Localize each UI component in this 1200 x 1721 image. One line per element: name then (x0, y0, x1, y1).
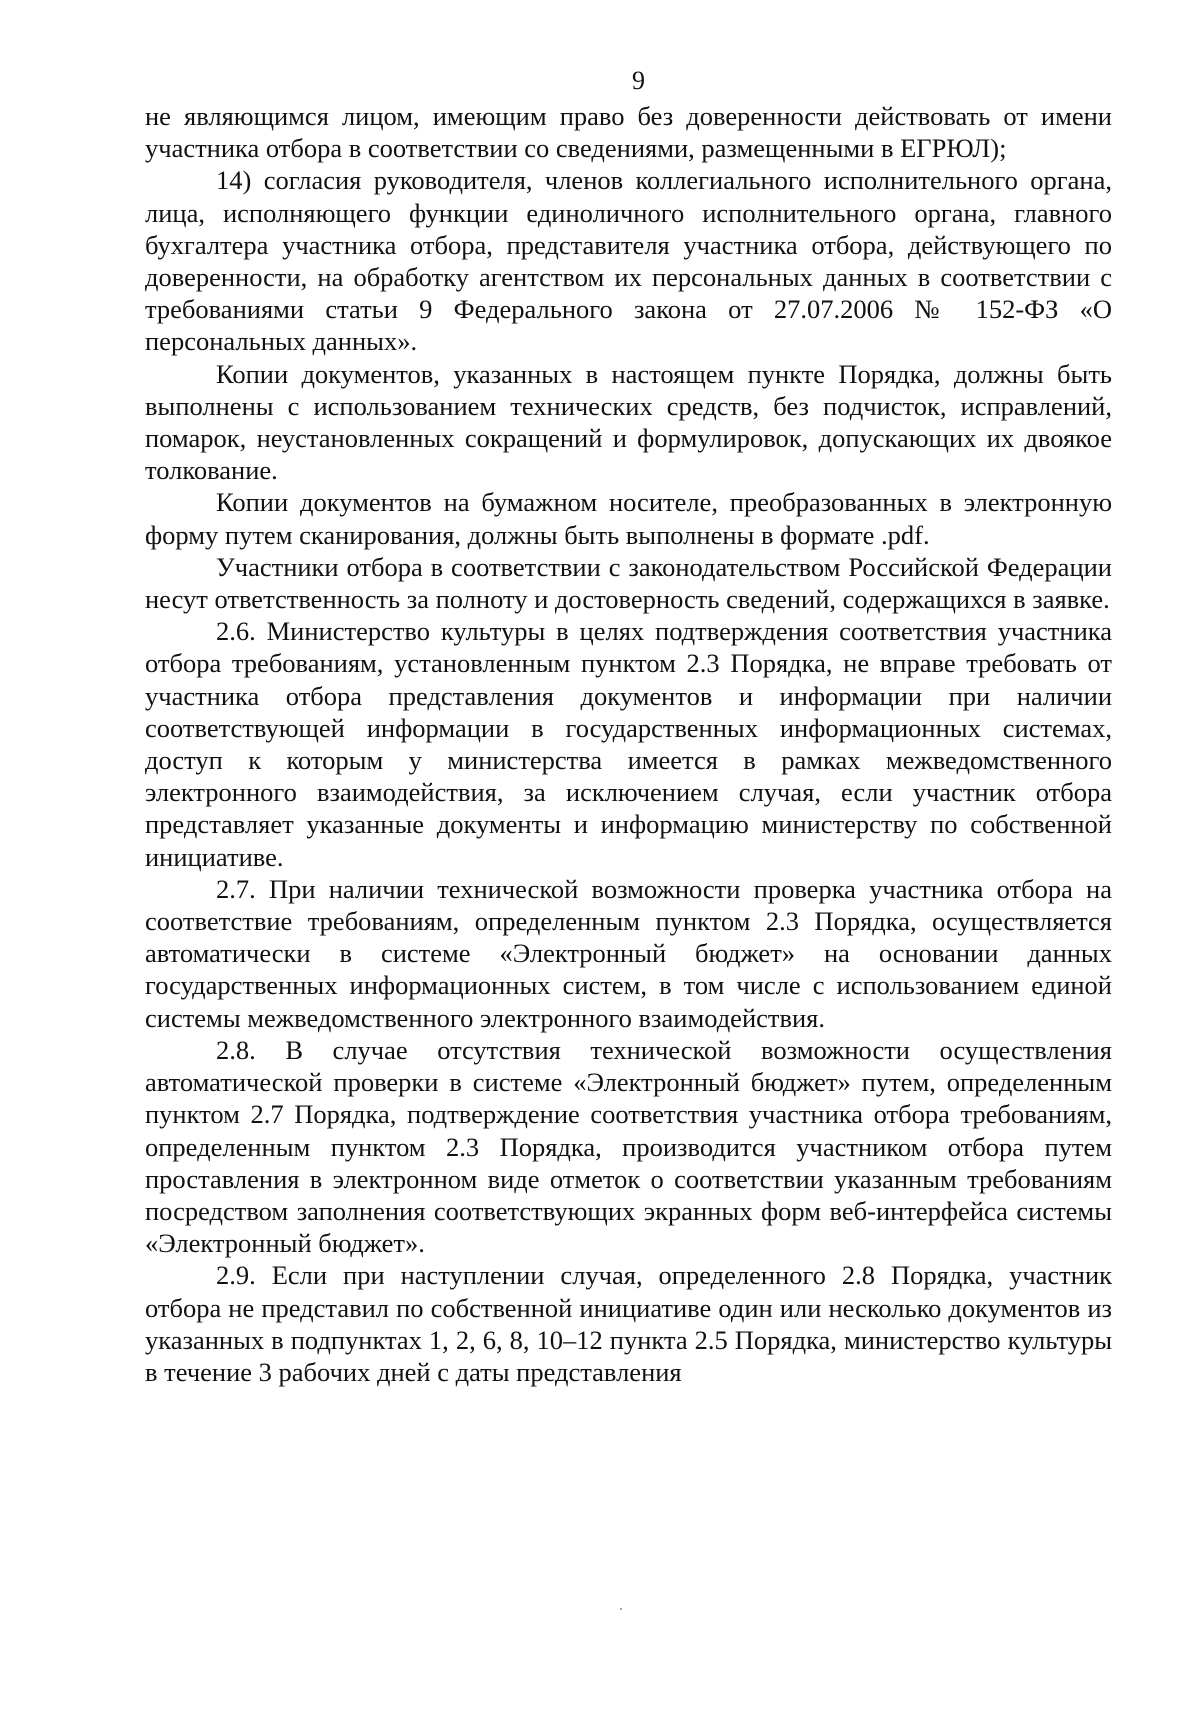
paragraph-continuation: не являющимся лицом, имеющим право без доверенности действовать от имени участника отбора в соответствии со сведениями, размещенными в ЕГРЮЛ); (145, 101, 1112, 164)
paragraph-copies-requirements: Копии документов, указанных в настоящем пункте Порядка, должны быть выполнены с использованием технических средств, без подчисток, исправлений, помарок, неустановленных сокращений и формулировок, допускающих их двоякое толкование. (145, 358, 1112, 486)
paragraph-participants-responsibility: Участники отбора в соответствии с законодательством Российской Федерации несут ответственность за полноту и достоверность сведений, содержащихся в заявке. (145, 551, 1112, 615)
paragraph-clause-2-9: 2.9. Если при наступлении случая, определенного 2.8 Порядка, участник отбора не представил по собственной инициативе один или несколько документов из указанных в подпунктах 1, 2, 6, 8, 10–12 пункта 2.5 Порядка, министерство культуры в течение 3 рабочих дней с даты представления (145, 1260, 1112, 1387)
paragraph-clause-2-8: 2.8. В случае отсутствия технической возможности осуществления автоматической проверки в системе «Электронный бюджет» путем, определенным пунктом 2.7 Порядка, подтверждение соответствия участника отбора требованиям, определенным пунктом 2.3 Порядка, производится участником отбора путем проставления в электронном виде отметок о соответствии указанным требованиям посредством заполнения соответствующих экранных форм веб-интерфейса системы «Электронный бюджет». (145, 1034, 1112, 1259)
paragraph-clause-2-7: 2.7. При наличии технической возможности проверка участника отбора на соответствие требованиям, определенным пунктом 2.3 Порядка, осуществляется автоматически в системе «Электронный бюджет» на основании данных государственных информационных систем, в том числе с использованием единой системы межведомственного электронного взаимодействия. (145, 873, 1112, 1033)
paragraph-copies-pdf: Копии документов на бумажном носителе, преобразованных в электронную форму путем сканирования, должны быть выполнены в формате .pdf. (145, 487, 1112, 550)
page-number: 9 (632, 66, 645, 95)
scan-speck (620, 1608, 622, 1610)
paragraph-clause-2-6: 2.6. Министерство культуры в целях подтверждения соответствия участника отбора требованиям, установленным пунктом 2.3 Порядка, не вправе требовать от участника отбора представления документов и информации при наличии соответствующей информации в государственных информационных системах, доступ к которым у министерства имеется в рамках межведомственного электронного взаимодействия, за исключением случая, если участник отбора представляет указанные документы и информацию министерству по собственной инициативе. (145, 616, 1112, 872)
paragraph-item-14: 14) согласия руководителя, членов коллегиального исполнительного органа, лица, исполняющего функции единоличного исполнительного органа, главного бухгалтера участника отбора, представителя участника отбора, действующего по доверенности, на обработку агентством их персональных данных в соответствии с требованиями статьи 9 Федерального закона от 27.07.2006 № 152-ФЗ «О персональных данных». (145, 165, 1112, 357)
